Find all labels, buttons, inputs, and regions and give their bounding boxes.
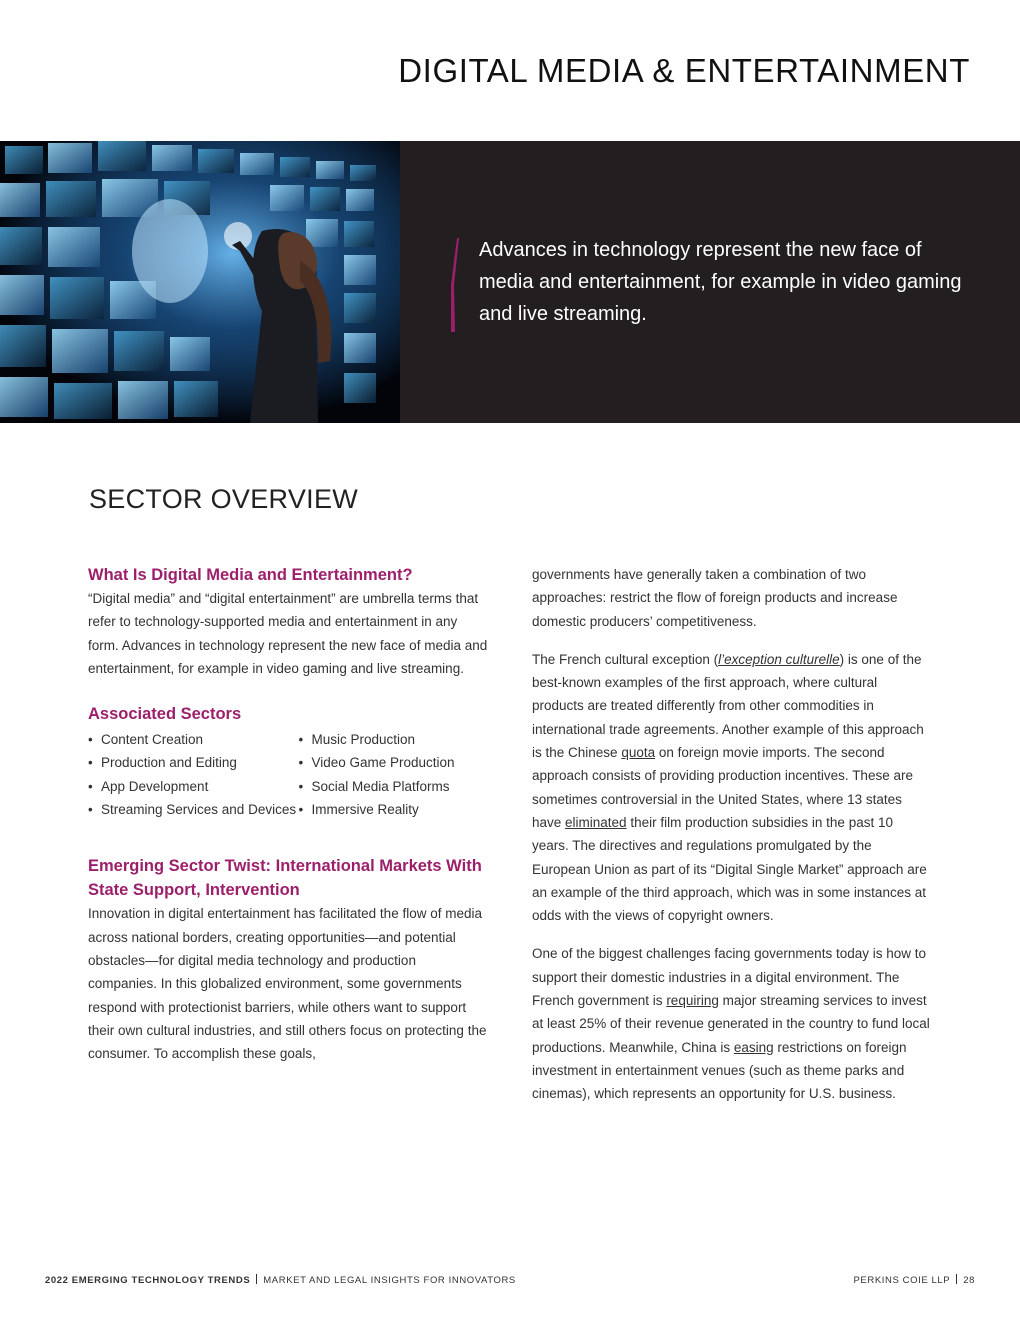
list-item: • Video Game Production <box>298 751 488 774</box>
associated-heading: Associated Sectors <box>88 705 242 724</box>
sectors-list-b <box>298 728 488 821</box>
footer-left <box>45 1274 516 1286</box>
hero-quote: Advances in technology represent the new face of media and entertainment, for example in video gaming and live streaming. <box>479 239 962 325</box>
list-item: • App Development <box>88 775 298 798</box>
hero-banner <box>0 141 1020 423</box>
page-footer <box>45 1274 975 1288</box>
left-column <box>88 563 488 1065</box>
list-item: • Music Production <box>298 728 488 751</box>
link-quota[interactable]: quota <box>621 745 656 761</box>
sectors-list-a <box>88 728 298 821</box>
section-title: SECTOR OVERVIEW <box>89 484 359 514</box>
quote-accent-mark <box>451 238 459 332</box>
what-is-body: “Digital media” and “digital entertainment” are umbrella terms that refer to technology-supported media and entertainment in any form. Advances in technology represent the new face of media and entertainment, for example in video gaming and live streaming. <box>88 591 488 676</box>
list-item: • Streaming Services and Devices <box>88 798 298 821</box>
list-item: • Production and Editing <box>88 751 298 774</box>
right-paragraph-3: One of the biggest challenges facing governments today is how to support their domestic industries in a digital environment. The French government is requiring major streaming services to invest at least 25% of their revenue generated in the country to fund local productions. Meanwhile, China is easing restrictions on foreign investment in entertainment venues (such as theme parks and cinemas), which represents an opportunity for U.S. business. <box>532 946 930 1102</box>
right-column <box>532 563 932 1106</box>
link-exception-culturelle[interactable]: l’exception culturelle <box>718 651 840 667</box>
right-paragraph-1: governments have generally taken a combination of two approaches: restrict the flow of foreign products and increase domestic producers’ competitiveness. <box>532 567 898 629</box>
associated-sectors-list <box>88 728 488 821</box>
twist-heading: Emerging Sector Twist: International Markets With State Support, Intervention <box>88 857 482 900</box>
list-item: • Immersive Reality <box>298 798 488 821</box>
footer-report-subtitle: MARKET AND LEGAL INSIGHTS FOR INNOVATORS <box>263 1275 516 1286</box>
hero-image <box>0 141 400 423</box>
list-item: • Social Media Platforms <box>298 775 488 798</box>
link-easing[interactable]: easing <box>733 1039 774 1055</box>
hero-quote-panel <box>400 141 1020 423</box>
what-is-heading: What Is Digital Media and Entertainment? <box>88 566 413 584</box>
link-requiring[interactable]: requiring <box>666 993 719 1009</box>
list-item: • Content Creation <box>88 728 298 751</box>
footer-firm: PERKINS COIE LLP <box>853 1275 951 1286</box>
page-title: DIGITAL MEDIA & ENTERTAINMENT <box>398 52 970 89</box>
twist-body: Innovation in digital entertainment has facilitated the flow of media across national borders, creating opportunities—and potential obstacles—for digital media technology and production companies. In this globalized environment, some governments respond with protectionist barriers, while others want to support their own cultural industries, and still others focus on protecting the consumer. To accomplish these goals, <box>88 906 487 1062</box>
footer-right <box>854 1274 976 1286</box>
right-paragraph-2: The French cultural exception (l’exception culturelle) is one of the best-known examples of the first approach, where cultural products are treated differently from other commodities in international trade agreements. Another example of this approach is the Chinese quota on foreign movie imports. The second approach consists of providing production incentives. These are sometimes controversial in the United States, where 13 states have eliminated their film production subsidies in the past 10 years. The directives and regulations promulgated by the European Union as part of its “Digital Single Market” approach are an example of the third approach, which was in some instances at odds with the views of copyright owners. <box>532 651 927 924</box>
page-number: 28 <box>963 1275 975 1286</box>
link-eliminated[interactable]: eliminated <box>565 814 627 830</box>
footer-report-title: 2022 EMERGING TECHNOLOGY TRENDS <box>45 1275 251 1286</box>
